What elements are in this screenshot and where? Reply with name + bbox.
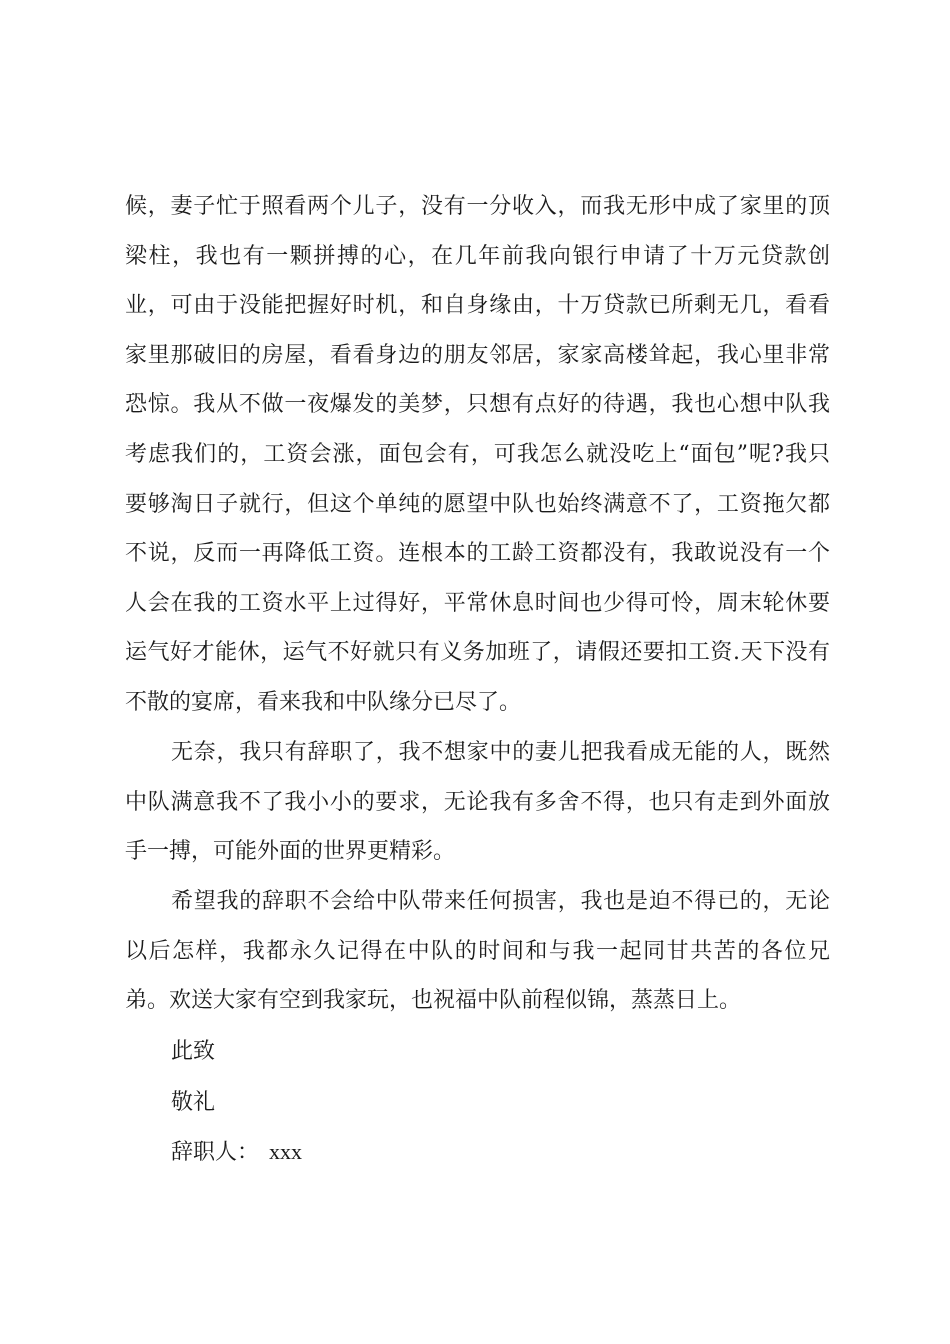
paragraph-line: 中队满意我不了我小小的要求，无论我有多舍不得，也只有走到外面放 bbox=[125, 789, 830, 815]
signer-label: 辞职人： bbox=[171, 1140, 260, 1165]
paragraph-line: 考虑我们的，工资会涨，面包会有，可我怎么就没吃上“面包”呢?我只 bbox=[125, 441, 830, 467]
paragraph-line: 希望我的辞职不会给中队带来任何损害，我也是迫不得已的，无论 bbox=[171, 889, 830, 914]
paragraph-line: 弟。欢送大家有空到我家玩，也祝福中队前程似锦，蒸蒸日上。 bbox=[125, 988, 742, 1014]
paragraph-line: 运气好才能休，运气不好就只有义务加班了，请假还要扣工资.天下没有 bbox=[125, 640, 830, 666]
closing-salutation-2 bbox=[171, 1090, 215, 1116]
paragraph-line: 无奈，我只有辞职了，我不想家中的妻儿把我看成无能的人，既然 bbox=[171, 740, 830, 765]
paragraph-line: 要够淘日子就行，但这个单纯的愿望中队也始终满意不了，工资拖欠都 bbox=[125, 491, 830, 517]
signature-line bbox=[171, 1139, 302, 1166]
paragraph-line: 梁柱，我也有一颗拼搏的心，在几年前我向银行申请了十万元贷款创 bbox=[125, 243, 830, 269]
paragraph-line: 恐惊。我从不做一夜爆发的美梦，只想有点好的待遇，我也心想中队我 bbox=[125, 392, 830, 418]
paragraph-line: 人会在我的工资水平上过得好，平常休息时间也少得可怜，周末轮休要 bbox=[125, 590, 830, 616]
paragraph-line: 手一搏，可能外面的世界更精彩。 bbox=[125, 839, 456, 865]
paragraph-line: 不说，反而一再降低工资。连根本的工龄工资都没有，我敢说没有一个 bbox=[125, 541, 830, 567]
paragraph-line: 不散的宴席，看来我和中队缘分已尽了。 bbox=[125, 689, 522, 715]
salutation-text: 敬礼 bbox=[171, 1090, 216, 1115]
closing-salutation-1 bbox=[171, 1039, 215, 1065]
paragraph-line: 家里那破旧的房屋，看看身边的朋友邻居，家家高楼耸起，我心里非常 bbox=[125, 342, 830, 368]
paragraph-line: 以后怎样，我都永久记得在中队的时间和与我一起同甘共苦的各位兄 bbox=[125, 938, 830, 964]
paragraph-2 bbox=[125, 728, 830, 877]
salutation-text: 此致 bbox=[171, 1039, 216, 1064]
paragraph-1 bbox=[125, 182, 830, 728]
paragraph-line: 业，可由于没能把握好时机，和自身缘由，十万贷款已所剩无几，看看 bbox=[125, 293, 830, 319]
paragraph-line: 候，妻子忙于照看两个儿子，没有一分收入，而我无形中成了家里的顶 bbox=[125, 194, 830, 219]
paragraph-3 bbox=[125, 877, 830, 1026]
signer-name: xxx bbox=[269, 1139, 303, 1164]
